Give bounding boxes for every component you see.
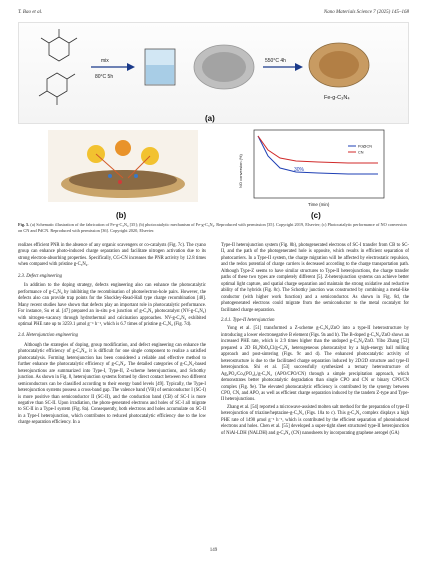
figure-bc-illustration: [18, 126, 409, 220]
reaction-arrow-2: [263, 58, 303, 71]
running-header: [18, 10, 409, 20]
paragraph: Yong et al. [51] transformed a Z-scheme g-C₃N₄/ZnO into a type-II heterostructure by introducing a lower electronegative B element (Figs. 9a and b). The B-doped g-C₃N₄/ZnO shows an increased PHE rate, which is 2.9 times higher than the undoped g-C₃N₄/ZnO. Yibo Zhang [52] prepared a 2D Bi₄NbO₈Cl/g-C₃N₄ heterogeneous photocatalyst by a high-energy ball milling approach and post-sintering (Figs. 9c and d). The enhanced photocatalytic activity of heterostructure is due to the facilitated charge separation induced by 2D/2D structure and type-II heterojunction. Shi et al. [53] successfully synthesized a ternary heterostructure of Ag₃PO₄/Co₃(PO₄)₂/g-C₃N₄ (APO/CPO/CN) through a simple precipitation approach, which demonstrates better photocatalytic degradation than single CPO and CN or binary CPO/CN complex (Fig. 9e). The elevated photocatalytic efficiency is contributed by the synergy between CPO, CN, and APO, as well as efficient charge separation induced by the tandem Z-type and Type-II heterojunctions.: [221, 326, 409, 403]
figure-panels-bc: [18, 126, 409, 220]
plot-xlabel: Time (min): [308, 202, 330, 207]
product-powder-dish: [309, 43, 369, 101]
paragraph: Type-II heterojunction system (Fig. 8b), photogenerated electrons of SC-I transfer from CB to SC-II, and the path of the photogenerated hole is opposite, which results in efficient separation of photocarriers. In a Type-II system, the charge migration will be affected by electrostatic repulsion, and the redox potential of charge carriers is decreased according to the charge transportation path. Although Type-Z seems to have similar structures to Type-II heterojunctions, the charge transfer paths of these two types are completely different [5]. Z-heterojunction systems can achieve better optimal light capture, and spatial charge separation and maintain the strong oxidative and reductive ability of the hybrids (Fig. 8c). The Schottky junction was constructed by combining a metal-like conductor (with higher work function) and a semiconductor. As shown in Fig. 8d, the photogenerated electrons could migrate from the semiconductor to the metal cocatalyst for facilitated charge separation.: [221, 243, 409, 313]
plot-annotation: 30%: [294, 167, 305, 173]
page-number: 149: [209, 548, 218, 553]
figure-caption: [18, 222, 409, 234]
panel-a-label: (a): [205, 114, 215, 123]
reaction-arrow-1: [91, 58, 135, 80]
arrow1-top-label: mix: [101, 58, 109, 64]
mechanism-illustration: [48, 130, 198, 202]
caption-text: (a) Schematic illustration of the fabrication of Fe-g-C₃N₄ [35]; (b) photocatalytic mechanism of Fe-g-C₃N₄. Reproduced with permission [35]. Copyright 2019, Elsevier; (c) Photocatalytic performance of NO conversion on CN and PdCN. Reproduced with permission [36]. Copyright 2020, Elsevier.: [18, 222, 407, 233]
legend-series-2: CN: [358, 150, 364, 155]
header-authors: T. Bao et al.: [18, 10, 43, 15]
right-column: [221, 243, 409, 438]
arrow2-label: 550°C 4h: [265, 58, 286, 64]
plot-ylabel: NO conversion (%): [238, 154, 243, 188]
paragraph: realizes efficient PNR in the absence of any organic scavengers or co-catalysts (Fig. 7c). The cyano group can enhance photo-induced charge separation and facilitate nitrogen activation due to its strong electron-absorbing properties. Specifically, CG-CN increases the PNR activity by 12.8 times when compared with pristine g-C₃N₄.: [18, 243, 206, 268]
panel-b-label: (b): [116, 211, 127, 220]
panel-c-label: (c): [311, 211, 321, 220]
figure-panel-a: [18, 22, 409, 124]
left-column: [18, 243, 206, 428]
legend-series-1: Pd@CN: [358, 144, 372, 149]
product-label: Fe-g-C₃N₄: [324, 95, 350, 101]
paragraph: Although the strategies of doping, group modification, and defect engineering can enhance the photocatalytic efficiency of g-C₃N₄, it is difficult for one single component to realize a satisfied photocatalysis. Forming heterojunction has been considered a reliable and effective method to further enhance the photocatalytic efficiency of g-C₃N₄. The detailed categories of g-C₃N₄-based heterojunctions are summarized into Type-I, Type-II, Z-scheme heterojunctions, and Schottky junction. As shown in Fig. 8, heterojunction systems formed by direct contact between two different semiconductors can be classified according to their energy band levels [49]. Typically, the Type-I heterojunction systems possess a cross-band gap. The valence band (VB) of semiconductor I (SC-I) is more positive than semiconductor II (SC-II), and the conduction band (CB) of SC-I is more negative than SC-II. Upon irradiation, the photo-generated electrons and holes of SC-I all migrate to SC-II in a Type-I system (Fig. 8a). Consequently, both electrons and holes accumulate on SC-II in a Type-I heterojunction, which contributes to reduced photocatalytic efficiency due to the low charge separation efficiency. In a: [18, 342, 206, 426]
section-heading: 2.3. Defect engineering: [18, 273, 62, 279]
arrow1-bottom-label: 80°C 5h: [95, 74, 114, 80]
no-conversion-plot: [238, 130, 384, 207]
subsection-heading: 2.4.1. Type-II heterojunction: [221, 317, 275, 323]
section-heading: 2.4. Heterojunction engineering: [18, 333, 78, 339]
precursor-molecules: [39, 29, 77, 105]
figure-a-illustration: [19, 23, 410, 125]
gray-powder-dish: [194, 45, 254, 89]
header-journal: Nano Materials Science 7 (2025) 145–168: [323, 10, 409, 15]
paragraph: In addition to the doping strategy, defects engineering also can enhance the photocatalytic performance of g-C₃N₄ by inhibiting the recombination of photoelectron-hole pairs. However, the defects also can provide trap points for the Shockley-Read-Hall type charge recombination [48]. Many recent studies have shown that defects play an important role in photocatalytic performance. For instance, Su et al. [47] prepared an in-situ p-n junction of g-C₃N₄ photocatalyst (NV-g-C₃N₄) with nitrogen-vacancy through hydrothermal and calcination approaches. NV-g-C₃N₄ exhibited optimal PHE rate up to 3259.1 μmol g⁻¹ h⁻¹, which is 6.7 times of pristine g-C₃N₄ (Fig. 7d).: [18, 283, 206, 327]
beaker: [145, 49, 175, 85]
paragraph: Zhang et al. [54] reported a microwave-assisted molten salt method for the preparation of type-II heterojunction of triazine/heptazine-g-C₃N₄ (Figs. 10a to c). This g-C₃N₄ complex displays a high PHE rate of 1490 μmol g⁻¹ h⁻¹, which is contributed by the efficient separation of photoinduced electrons and holes. Chen et al. [55] developed a super-tight sheet structured type-II heterojunction of NiAl-LDH (NALDH) and g-C₃N₄ (CN) nanosheets by incorporating graphene aerogel (GA): [221, 404, 409, 436]
caption-label: Fig. 5.: [18, 222, 30, 227]
